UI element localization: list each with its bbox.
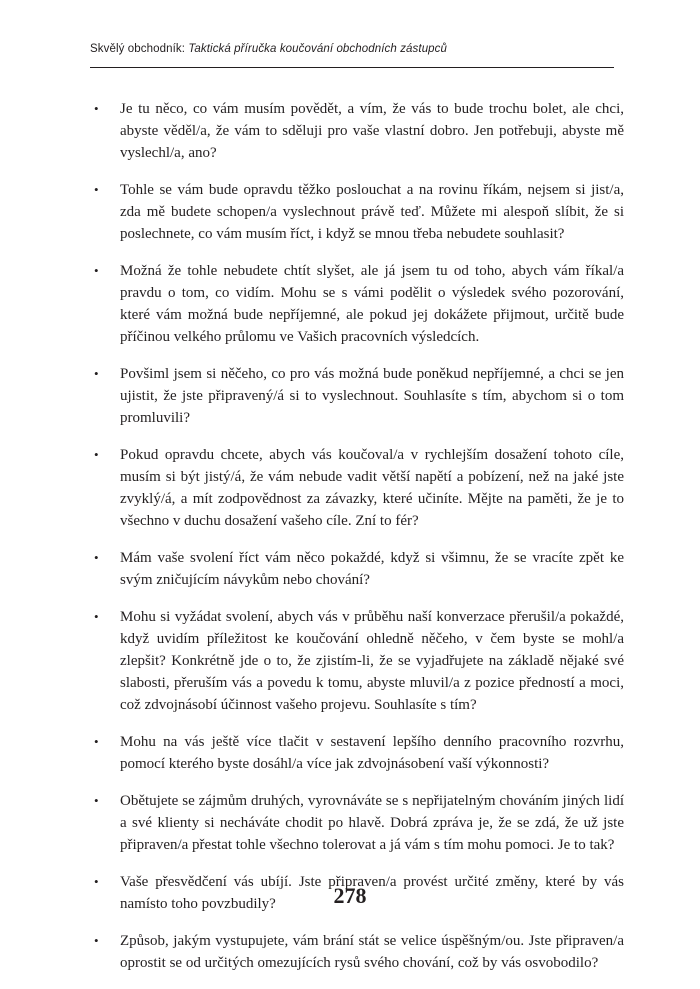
list-item-text: Způsob, jakým vystupujete, vám brání stát se velice úspěšným/ou. Jste připraven/a oprostit se od určitých omezujících rysů svého chování, což by vás osvobodilo? xyxy=(120,933,624,971)
list-item xyxy=(94,179,624,245)
list-item-text: Povšiml jsem si něčeho, co pro vás možná bude poněkud nepříjemné, a chci se jen ujistit, že jste připravený/á si to vyslechnout. Souhlasíte s tím, abychom si o tom promluvili? xyxy=(120,366,624,426)
bullet-list xyxy=(94,98,624,989)
bullet-icon: • xyxy=(94,874,99,889)
list-item xyxy=(94,930,624,974)
list-item xyxy=(94,98,624,164)
running-header xyxy=(90,43,650,55)
header-divider xyxy=(90,67,614,68)
list-item-text: Možná že tohle nebudete chtít slyšet, ale já jsem tu od toho, abych vám říkal/a pravdu o tom, co vidím. Mohu se s vámi podělit o výsledek svého pozorování, které vám možná bude nepříjemné, ale pokud jej dokážete přijmout, určitě bude příčinou velkého průlomu ve Vašich pracovních výsledcích. xyxy=(120,263,624,345)
bullet-icon: • xyxy=(94,366,99,381)
list-item xyxy=(94,260,624,348)
bullet-icon: • xyxy=(94,101,99,116)
list-item xyxy=(94,363,624,429)
list-item xyxy=(94,606,624,716)
bullet-icon: • xyxy=(94,550,99,565)
book-subtitle: Taktická příručka koučování obchodních zástupců xyxy=(188,43,448,55)
bullet-icon: • xyxy=(94,933,99,948)
list-item-text: Mohu na vás ještě více tlačit v sestavení lepšího denního pracovního rozvrhu, pomocí kterého byste dosáhl/a více jak zdvojnásobení vaší výkonnosti? xyxy=(120,734,624,772)
bullet-icon: • xyxy=(94,793,99,808)
list-item xyxy=(94,444,624,532)
list-item-text: Pokud opravdu chcete, abych vás koučoval/a v rychlejším dosažení tohoto cíle, musím si být jistý/á, že vám nebude vadit větší napětí a pobízení, než na jaké jste zvyklý/á, a mít zodpovědnost za závazky, které učiníte. Mějte na paměti, že je to všechno v duchu dosažení vašeho cíle. Zní to fér? xyxy=(120,447,624,529)
list-item-text: Je tu něco, co vám musím povědět, a vím, že vás to bude trochu bolet, ale chci, abyste věděl/a, že vám to sděluji pro vaše vlastní dobro. Jen potřebuji, abyste mě vyslechl/a, ano? xyxy=(120,101,624,161)
bullet-icon: • xyxy=(94,263,99,278)
list-item-text: Tohle se vám bude opravdu těžko poslouchat a na rovinu říkám, nejsem si jist/a, zda mě budete schopen/a vyslechnout právě teď. Můžete mi alespoň slíbit, že si poslechnete, co vám musím říct, i když se mnou třeba nebudete souhlasit? xyxy=(120,182,624,242)
list-item xyxy=(94,547,624,591)
bullet-icon: • xyxy=(94,734,99,749)
page-number: 278 xyxy=(333,883,367,908)
list-item-text: Mám vaše svolení říct vám něco pokaždé, když si všimnu, že se vracíte zpět ke svým zničujícím návykům nebo chování? xyxy=(120,550,624,588)
bullet-icon: • xyxy=(94,609,99,624)
list-item xyxy=(94,790,624,856)
book-title: Skvělý obchodník: xyxy=(90,43,189,55)
list-item-text: Vaše přesvědčení vás ubíjí. Jste připraven/a provést určité změny, které by vás namísto toho povzbudily? xyxy=(120,874,624,912)
list-item xyxy=(94,731,624,775)
list-item-text: Mohu si vyžádat svolení, abych vás v průběhu naší konverzace přerušil/a pokaždé, když uvidím příležitost ke koučování ohledně něčeho, v čem byste se mohl/a zlepšit? Konkrétně jde o to, že zjistím-li, že se vyjadřujete na základě nějaké své slabosti, přeruším vás a povedu k tomu, abyste mluvil/a z pozice předností a moci, což zdvojnásobí účinnost vašeho projevu. Souhlasíte s tím? xyxy=(120,609,624,713)
bullet-icon: • xyxy=(94,447,99,462)
list-item-text: Obětujete se zájmům druhých, vyrovnáváte se s nepřijatelným chováním jiných lidí a své klienty si necháváte chodit po hlavě. Dobrá zpráva je, že se zdá, že už jste připraven/a přestat tohle všechno tolerovat a já vám s tím mohu pomoci. Je to tak? xyxy=(120,793,624,853)
bullet-icon: • xyxy=(94,182,99,197)
